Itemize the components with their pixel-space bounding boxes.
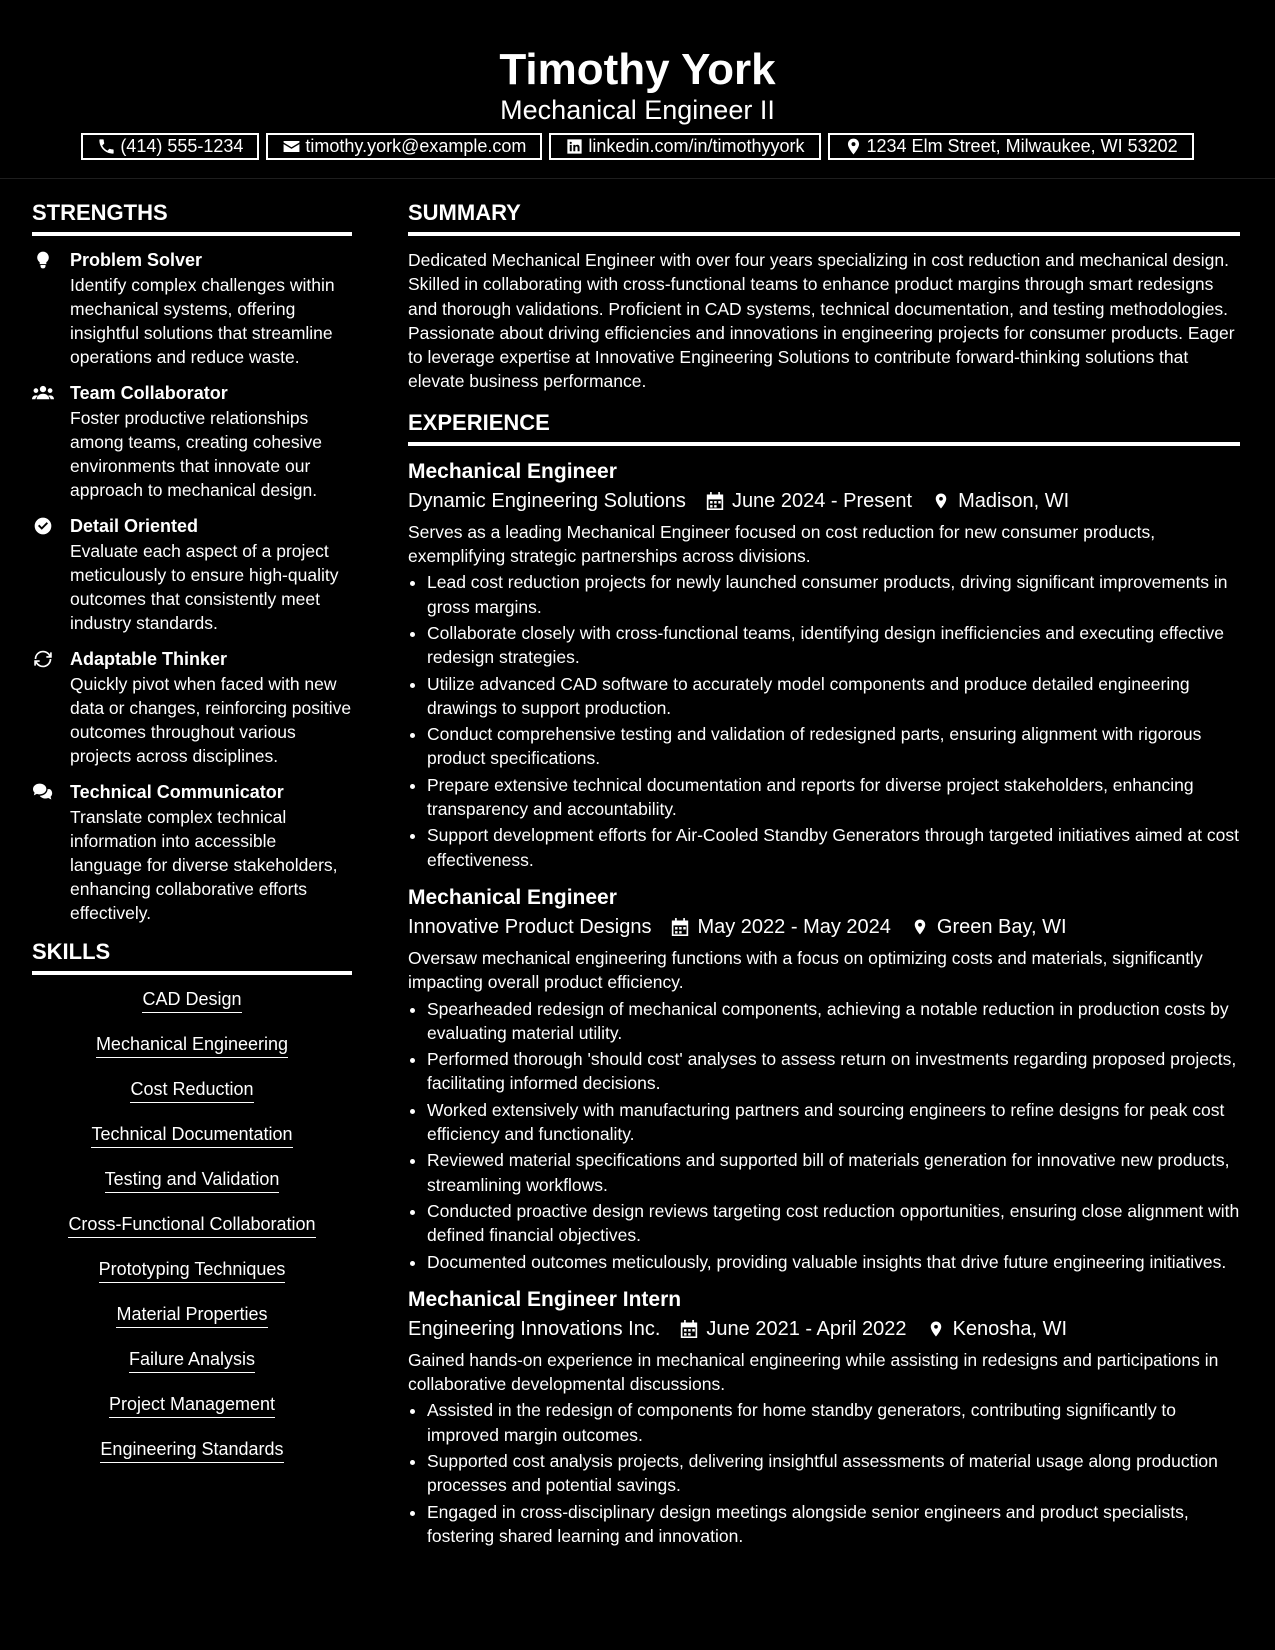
- strength-desc: Identify complex challenges within mechanical systems, offering insightful solutions that streamline operations and reduce waste.: [70, 275, 335, 367]
- skills-section: [32, 937, 352, 1482]
- lightbulb-icon: [32, 250, 54, 270]
- job-location: Kenosha, WI: [952, 1317, 1068, 1340]
- job-bullet: • Spearheaded redesign of mechanical components, achieving a notable reduction in production costs by evaluating material utility.: [427, 997, 1240, 1046]
- job-bullet: • Conducted proactive design reviews targeting cost reduction opportunities, ensuring close alignment with defined financial objectives.: [427, 1199, 1240, 1248]
- job-company: Dynamic Engineering Solutions: [408, 489, 686, 512]
- experience-heading: EXPERIENCE: [408, 408, 1240, 446]
- skill-tag: Cost Reduction: [130, 1077, 253, 1103]
- summary-text: Dedicated Mechanical Engineer with over four years specializing in cost reduction and mechanical design. Skilled in collaborating with cross-functional teams to enhance product margins through smart redesigns and thorough validations. Proficient in CAD systems, technical documentation, and testing methodologies. Passionate about driving efficiencies and innovations in engineering projects for consumer products. Eager to leverage expertise at Innovative Engineering Solutions to contribute forward-thinking solutions that elevate business performance.: [408, 250, 1235, 392]
- users-icon: [32, 383, 54, 403]
- skill-tag: Project Management: [109, 1392, 275, 1418]
- strengths-section: [32, 198, 352, 925]
- job-bullet: • Supported cost analysis projects, delivering insightful assessments of material usage along production processes and potential savings.: [427, 1449, 1240, 1498]
- experience-section: [408, 408, 1240, 1548]
- calendar-icon: [706, 491, 724, 511]
- job-location: Green Bay, WI: [936, 915, 1067, 938]
- skill-tag: Testing and Validation: [105, 1167, 280, 1193]
- contact-email-text: timothy.york@example.com: [305, 136, 527, 156]
- candidate-role: Mechanical Engineer II: [500, 95, 775, 125]
- job-bullet: • Engaged in cross-disciplinary design meetings alongside senior engineers and product specialists, fostering shared learning and innovation.: [427, 1500, 1240, 1549]
- job-bullet: • Lead cost reduction projects for newly launched consumer products, driving significant improvements in gross margins.: [427, 570, 1240, 619]
- strength-item: [32, 381, 352, 502]
- strength-title: Problem Solver: [70, 250, 203, 270]
- job-bullet: • Utilize advanced CAD software to accurately model components and produce detailed engineering drawings to support production.: [427, 672, 1240, 721]
- job-description: Gained hands-on experience in mechanical engineering while assisting in redesigns and participations in collaborative developmental discussions.: [408, 1349, 1219, 1395]
- skill-tag: Cross-Functional Collaboration: [68, 1212, 315, 1238]
- contact-bar: [0, 133, 1275, 160]
- job-location: Madison, WI: [958, 489, 1070, 512]
- job-bullet: • Reviewed material specifications and supported bill of materials generation for innovative new products, streamlining workflows.: [427, 1148, 1240, 1197]
- job-company: Innovative Product Designs: [408, 915, 652, 938]
- skill-tag: Mechanical Engineering: [96, 1032, 288, 1058]
- left-column: [32, 198, 352, 1482]
- linkedin-icon: [565, 137, 584, 156]
- strengths-heading: STRENGTHS: [32, 198, 352, 236]
- job-meta: [408, 486, 1240, 516]
- skill-tag: Prototyping Techniques: [99, 1257, 286, 1283]
- job-title: Mechanical Engineer: [408, 885, 617, 909]
- job-entry: [408, 884, 1240, 1274]
- job-bullet: • Assisted in the redesign of components for home standby generators, contributing significantly to improved margin outcomes.: [427, 1398, 1240, 1447]
- strength-title: Adaptable Thinker: [70, 649, 228, 669]
- job-bullet: • Worked extensively with manufacturing partners and sourcing engineers to refine designs for peak cost efficiency and functionality.: [427, 1098, 1240, 1147]
- job-bullets: [408, 1398, 1240, 1548]
- contact-phone-text: (414) 555-1234: [120, 136, 244, 156]
- skill-tag: Material Properties: [116, 1302, 267, 1328]
- job-bullets: [408, 997, 1240, 1274]
- contact-phone[interactable]: [81, 133, 259, 160]
- calendar-icon: [671, 917, 689, 937]
- sync-icon: [32, 649, 54, 669]
- job-dates: June 2024 - Present: [731, 489, 913, 512]
- skill-tag: Engineering Standards: [100, 1437, 283, 1463]
- job-meta: [408, 1314, 1240, 1344]
- job-bullets: [408, 570, 1240, 872]
- skills-heading: SKILLS: [32, 937, 352, 975]
- job-meta: [408, 912, 1240, 942]
- job-bullet: • Performed thorough 'should cost' analyses to assess return on investments regarding proposed projects, facilitating informed decisions.: [427, 1047, 1240, 1096]
- calendar-icon: [680, 1319, 698, 1339]
- skill-tag: Failure Analysis: [129, 1347, 255, 1373]
- job-bullet: • Collaborate closely with cross-functional teams, identifying design inefficiencies and executing effective redesign strategies.: [427, 621, 1240, 670]
- check-circle-icon: [32, 516, 54, 536]
- job-entry: [408, 1286, 1240, 1548]
- job-dates: May 2022 - May 2024: [697, 915, 891, 938]
- map-pin-icon: [932, 491, 950, 511]
- phone-icon: [97, 137, 116, 156]
- job-title: Mechanical Engineer: [408, 459, 617, 483]
- job-description: Oversaw mechanical engineering functions with a focus on optimizing costs and materials, significantly impacting overall product efficiency.: [408, 947, 1203, 993]
- job-title: Mechanical Engineer Intern: [408, 1287, 682, 1311]
- right-column: [408, 198, 1240, 1560]
- contact-address: [828, 133, 1194, 160]
- job-company: Engineering Innovations Inc.: [408, 1317, 661, 1340]
- candidate-name: Timothy York: [499, 45, 776, 94]
- map-pin-icon: [927, 1319, 945, 1339]
- skill-list: [32, 987, 352, 1482]
- job-bullet: • Support development efforts for Air-Cooled Standby Generators through targeted initiatives aimed at cost effectiveness.: [427, 823, 1240, 872]
- job-entry: [408, 458, 1240, 872]
- strength-title: Team Collaborator: [70, 383, 228, 403]
- envelope-icon: [282, 137, 301, 156]
- strength-title: Technical Communicator: [70, 782, 284, 802]
- job-bullet: • Prepare extensive technical documentation and reports for diverse project stakeholders, enhancing transparency and accountability.: [427, 773, 1240, 822]
- strength-desc: Evaluate each aspect of a project meticulously to ensure high-quality outcomes that consistently meet industry standards.: [70, 541, 339, 633]
- strength-desc: Translate complex technical information into accessible language for diverse stakeholders, enhancing collaborative efforts effectively.: [70, 807, 338, 923]
- contact-email[interactable]: [266, 133, 542, 160]
- strength-item: [32, 780, 352, 925]
- resume-header: [0, 0, 1275, 179]
- contact-address-text: 1234 Elm Street, Milwaukee, WI 53202: [866, 136, 1178, 156]
- comments-icon: [32, 782, 54, 802]
- strength-desc: Foster productive relationships among teams, creating cohesive environments that innovate our approach to mechanical design.: [70, 408, 322, 500]
- map-pin-icon: [844, 137, 863, 156]
- summary-heading: SUMMARY: [408, 198, 1240, 236]
- skill-tag: CAD Design: [142, 987, 241, 1013]
- map-pin-icon: [911, 917, 929, 937]
- job-bullet: • Documented outcomes meticulously, providing valuable insights that drive future engineering initiatives.: [427, 1250, 1240, 1274]
- contact-linkedin[interactable]: [549, 133, 820, 160]
- summary-section: [408, 198, 1240, 394]
- strength-title: Detail Oriented: [70, 516, 199, 536]
- skill-tag: Technical Documentation: [91, 1122, 292, 1148]
- job-bullet: • Conduct comprehensive testing and validation of redesigned parts, ensuring alignment with rigorous product specifications.: [427, 722, 1240, 771]
- job-description: Serves as a leading Mechanical Engineer focused on cost reduction for new consumer products, exemplifying strategic partnerships across divisions.: [408, 521, 1156, 567]
- strength-item: [32, 647, 352, 768]
- contact-linkedin-text: linkedin.com/in/timothyyork: [588, 136, 805, 156]
- strength-desc: Quickly pivot when faced with new data or changes, reinforcing positive outcomes throughout various projects across disciplines.: [70, 674, 352, 766]
- strength-item: [32, 248, 352, 369]
- job-dates: June 2021 - April 2022: [706, 1317, 907, 1340]
- strength-item: [32, 514, 352, 635]
